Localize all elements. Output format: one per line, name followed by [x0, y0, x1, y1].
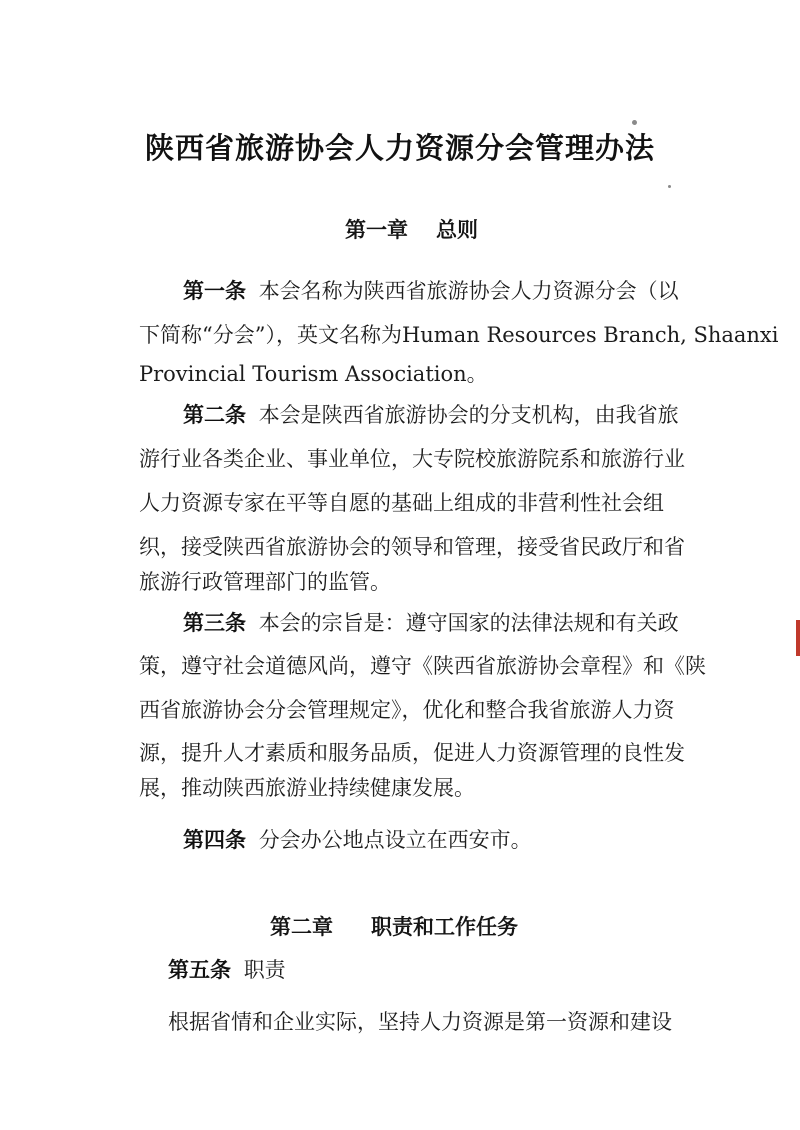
article-2-line-1: [183, 399, 679, 429]
article-5-heading: [168, 954, 286, 984]
article-4-text: 分会办公地点设立在西安市。: [258, 828, 532, 852]
article-5-title: 职责: [243, 958, 286, 982]
article-3-line-4: 源，提升人才素质和服务品质，促进人力资源管理的良性发: [139, 741, 685, 765]
article-1-line-2: 下简称“分会”），英文名称为Human Resources Branch, Shaanxi: [139, 323, 779, 347]
article-5-label: 第五条: [168, 957, 231, 982]
chapter-2-label: 第二章: [270, 914, 333, 939]
chapter-1-label: 第一章: [345, 217, 408, 242]
article-3-label: 第三条: [183, 610, 246, 635]
chapter-2-heading: [270, 911, 518, 941]
article-1-text: 本会名称为陕西省旅游协会人力资源分会（以: [258, 279, 679, 303]
article-1-line-3: Provincial Tourism Association。: [139, 362, 488, 386]
scan-speck: [668, 185, 671, 188]
article-3-line-3: 西省旅游协会分会管理规定》，优化和整合我省旅游人力资: [139, 698, 675, 722]
article-2-line-3: 人力资源专家在平等自愿的基础上组成的非营利性社会组: [139, 491, 664, 515]
article-3-line-1: [183, 607, 679, 637]
document-title: 陕西省旅游协会人力资源分会管理办法: [144, 131, 655, 165]
article-2-line-5: 旅游行政管理部门的监管。: [139, 570, 391, 594]
article-3-text: 本会的宗旨是：遵守国家的法律法规和有关政: [258, 611, 679, 635]
article-3-line-2: 策，遵守社会道德风尚，遵守《陕西省旅游协会章程》和《陕: [139, 654, 706, 678]
chapter-2-name: 职责和工作任务: [371, 914, 518, 939]
scan-edge-mark: [796, 620, 800, 656]
article-2-line-4: 织，接受陕西省旅游协会的领导和管理，接受省民政厅和省: [139, 535, 685, 559]
article-2-line-2: 游行业各类企业、事业单位，大专院校旅游院系和旅游行业: [139, 447, 685, 471]
article-2-label: 第二条: [183, 402, 246, 427]
scan-speck: [632, 120, 637, 125]
article-5-line-1: 根据省情和企业实际，坚持人力资源是第一资源和建设: [168, 1010, 672, 1034]
article-1-label: 第一条: [183, 278, 246, 303]
article-1-line-1: [183, 275, 695, 305]
chapter-1-heading: [345, 214, 478, 244]
article-4-label: 第四条: [183, 827, 246, 852]
article-3-line-5: 展，推动陕西旅游业持续健康发展。: [139, 776, 475, 800]
chapter-1-name: 总则: [436, 217, 478, 242]
article-2-text: 本会是陕西省旅游协会的分支机构，由我省旅: [258, 403, 679, 427]
article-4-line-1: [183, 824, 532, 854]
